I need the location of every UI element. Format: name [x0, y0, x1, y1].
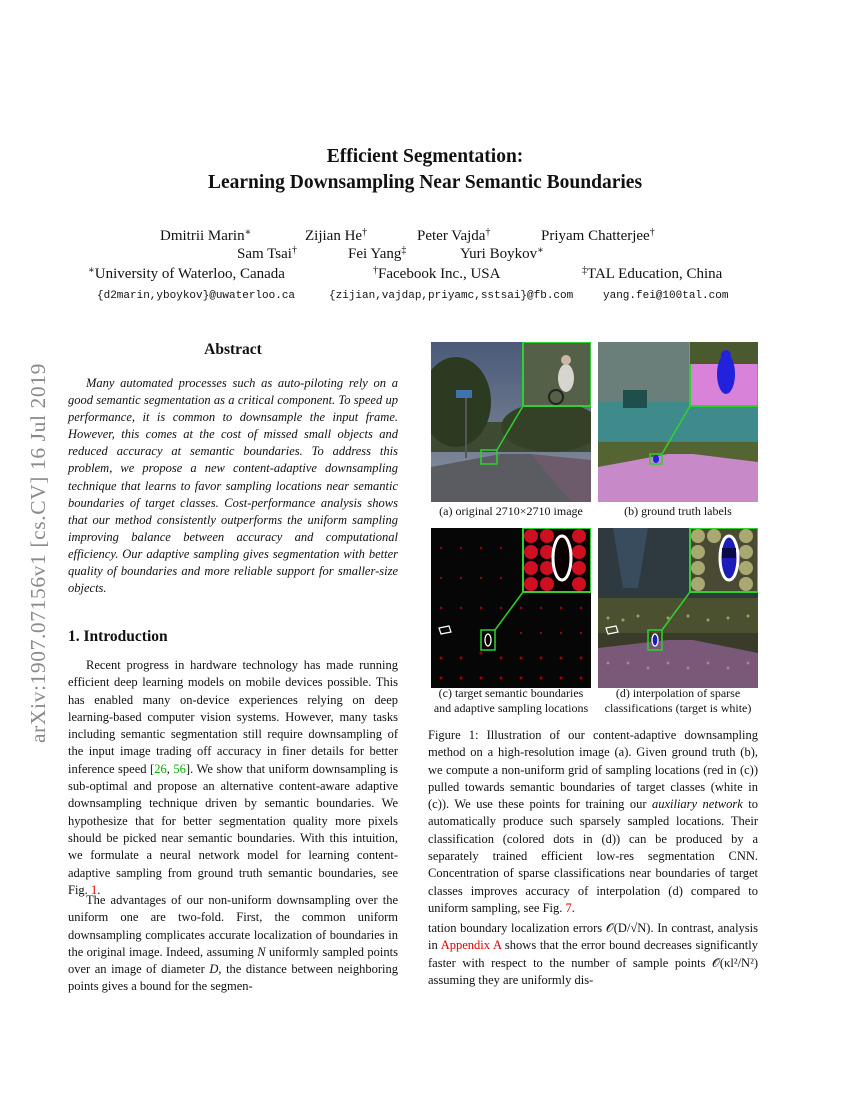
math-expression: 𝒪(D/√N) [605, 921, 651, 935]
affiliation: ∗University of Waterloo, Canada [88, 265, 285, 282]
author: Yuri Boykov∗ [460, 245, 544, 262]
email-waterloo[interactable]: {d2marin,yboykov}@uwaterloo.ca [97, 290, 296, 302]
intro-heading: 1. Introduction [68, 628, 168, 645]
subcaption-c-line1: (c) target semantic boundaries [438, 686, 584, 700]
author: Sam Tsai† [237, 245, 297, 262]
author: Dmitrii Marin∗ [160, 227, 252, 244]
appendix-link[interactable]: Appendix A [440, 938, 502, 953]
paper-title-line1: Efficient Segmentation: [326, 146, 524, 167]
figure-panel-interpolation [598, 528, 758, 688]
arxiv-sidebar-id: arXiv:1907.07156v1 [cs.CV] 16 Jul 2019 [26, 363, 50, 743]
figure-panel-sampling-locations [431, 528, 591, 688]
figure-1-caption: Figure 1: Illustration of our content-adaptive downsampling method on a high-resolution image (a). Given ground truth (b), we compute a non-uniform grid of sampling locations (red in (c)) pulled towards semantic boundaries of target classes (white in (c)). We use these points for training our auxiliary network to automatically produce such sparsely sampled locations. Their classification (colored dots in (d)) can be produced by a separately trained efficient low-res segmentation CNN. Concentration of sparse classifications near boundaries of target classes improves accuracy of interpolation (d) compared to uniform sampling, see Fig. 7. [428, 728, 758, 915]
intro-paragraph-2: The advantages of our non-uniform downsampling over the uniform one are two-fold. First, the common uniform downsampling complicates accurate localization of boundaries in the original image. Indeed, assuming N uniformly sampled points over an image of diameter D, the distance between neighboring points gives a bound for the segmen- [68, 893, 398, 994]
affiliation: †Facebook Inc., USA [373, 265, 501, 282]
intro-paragraph-1: Recent progress in hardware technology has made running efficient deep learning models on mobile devices possible. This has enabled many on-device experiences relying on deep learning-based computer vision systems. However, many tasks including semantic segmentation still require downsampling of the input image trading off accuracy in finer details for better inference speed [26, 56]. We show that uniform downsampling is sub-optimal and propose an alternative content-aware adaptive downsampling technique driven by semantic boundaries. We hypothesize that for better segmentation quality more pixels should be picked near semantic boundaries. With this intuition, we formulate a neural network model for learning content-adaptive sampling from ground truth semantic boundaries, see Fig. 1. [68, 658, 399, 897]
figure-ref-link[interactable]: 1 [90, 882, 98, 897]
subcaption-d-line2: classifications (target is white) [604, 701, 752, 715]
subcaption-a: (a) original 2710×2710 image [439, 504, 583, 518]
abstract-heading: Abstract [204, 341, 262, 358]
abstract-text: Many automated processes such as auto-piloting rely on a good semantic segmentation as a critical component. To speed up performance, it is common to downsample the input frame. However, this comes at the cost of missed small objects and reduced accuracy at semantic boundaries. To address this problem, we propose a new content-adaptive downsampling technique that learns to favor sampling locations near semantic boundaries of target classes. Cost-performance analysis shows that our method consistently outperforms the uniform sampling improving balance between accuracy and computational efficiency. Our adaptive sampling gives segmentation with better quality of boundaries and more reliable support for smaller-size objects. [68, 376, 398, 596]
citation-link[interactable]: 56 [173, 761, 186, 776]
subcaption-c-line2: and adaptive sampling locations [433, 701, 589, 715]
author: Fei Yang‡ [348, 245, 407, 262]
math-expression: 𝒪(κl²/N²) [712, 955, 758, 970]
affiliation: ‡TAL Education, China [582, 265, 723, 282]
figure-panel-original-image [431, 342, 591, 502]
figure-panel-ground-truth [598, 342, 758, 502]
figure-ref-link[interactable]: 7 [565, 900, 572, 915]
paper-title-line2: Learning Downsampling Near Semantic Boundaries [207, 172, 643, 193]
author: Peter Vajda† [417, 227, 491, 244]
subcaption-b: (b) ground truth labels [624, 504, 732, 518]
email-tal[interactable]: yang.fei@100tal.com [603, 290, 729, 302]
subcaption-d-line1: (d) interpolation of sparse [615, 686, 741, 700]
email-facebook[interactable]: {zijian,vajdap,priyamc,sstsai}@fb.com [329, 290, 574, 302]
citation-link[interactable]: 26 [154, 761, 167, 776]
author: Priyam Chatterjee† [541, 227, 655, 244]
right-column-paragraph: tation boundary localization errors 𝒪(D/√N). In contrast, analysis in Appendix A shows that the error bound decreases significantly faster with respect to the number of sample points 𝒪(κl²/N²) assuming they are uniformly dis- [428, 921, 758, 987]
author: Zijian He† [305, 227, 368, 244]
